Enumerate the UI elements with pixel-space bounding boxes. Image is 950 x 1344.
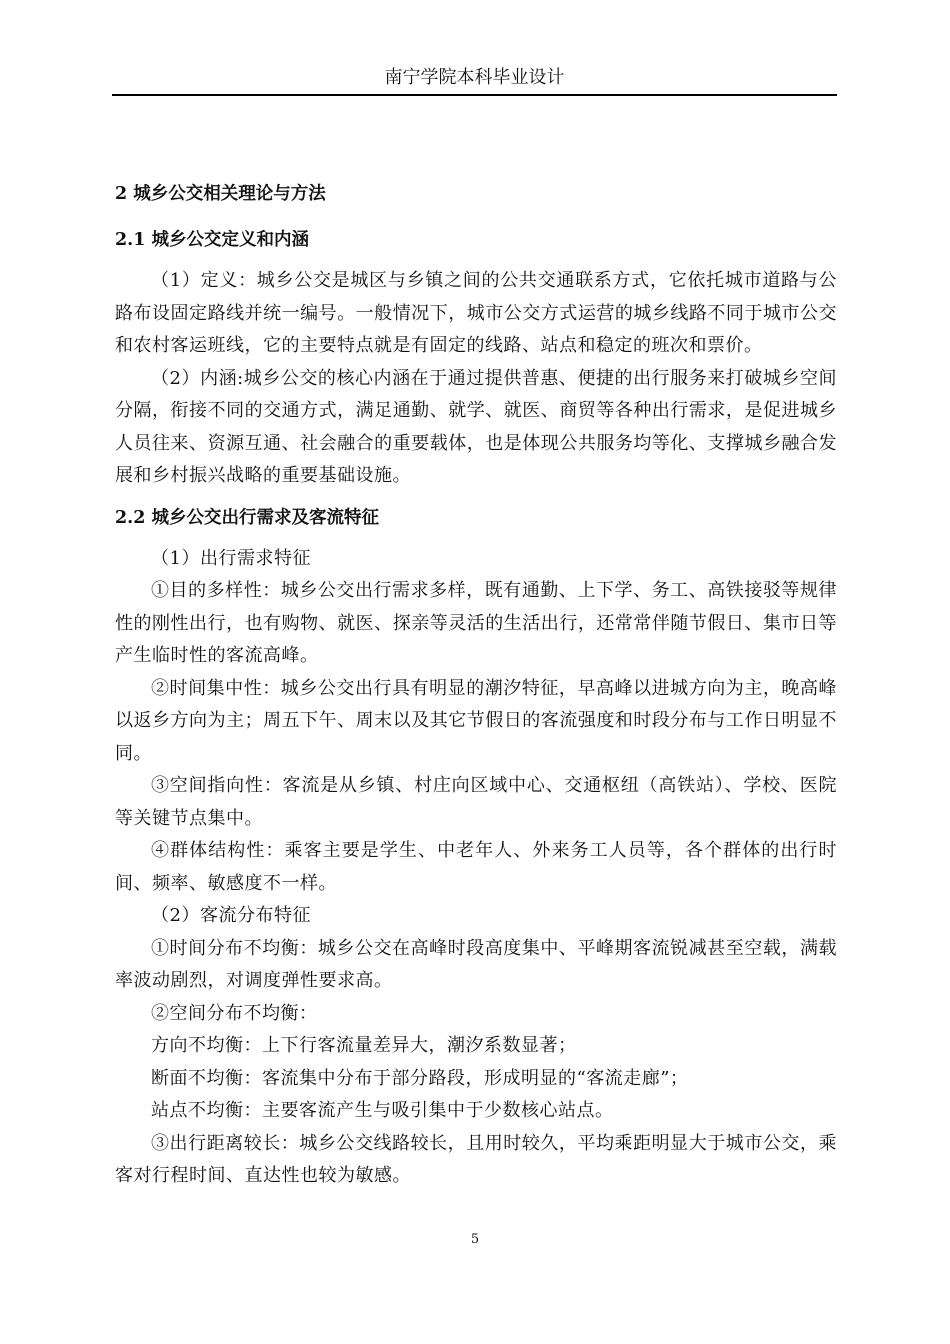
section-title: 2.1 城乡公交定义和内涵 — [115, 230, 310, 250]
paragraph: ④群体结构性：乘客主要是学生、中老年人、外来务工人员等，各个群体的出行时间、频率、敏感度不一样。 — [115, 840, 837, 894]
paragraph: ②空间分布不均衡： — [151, 1002, 318, 1024]
paragraph: ③空间指向性：客流是从乡镇、村庄向区域中心、交通枢纽（高铁站）、学校、医院等关键节点集中。 — [115, 775, 837, 829]
paragraph: ③出行距离较长：城乡公交线路较长，且用时较久，平均乘距明显大于城市公交，乘客对行程时间、直达性也较为敏感。 — [115, 1132, 837, 1186]
paragraph: ②时间集中性：城乡公交出行具有明显的潮汐特征，早高峰以进城方向为主，晚高峰以返乡方向为主；周五下午、周末以及其它节假日的客流强度和时段分布与工作日明显不同。 — [115, 677, 837, 764]
page-body — [115, 179, 837, 1193]
page-number: 5 — [470, 1232, 480, 1247]
paragraph: （1）出行需求特征 — [151, 547, 311, 569]
paragraph: 方向不均衡：上下行客流量差异大，潮汐系数显著； — [151, 1035, 577, 1056]
paragraph: （2）客流分布特征 — [151, 905, 311, 926]
paragraph: （2）内涵:城乡公交的核心内涵在于通过提供普惠、便捷的出行服务来打破城乡空间分隔，衔接不同的交通方式，满足通勤、就学、就医、商贸等各种出行需求，是促进城乡人员往来、资源互通、社会融合的重要载体，也是体现公共服务均等化、支撑城乡融合发展和乡村振兴战略的重要基础设施。 — [115, 367, 837, 486]
page-header: 南宁学院本科毕业设计 — [112, 64, 837, 96]
paragraph: ①目的多样性：城乡公交出行需求多样，既有通勤、上下学、务工、高铁接驳等规律性的刚性出行，也有购物、就医、探亲等灵活的生活出行，还常常伴随节假日、集市日等产生临时性的客流高峰。 — [115, 580, 837, 666]
section-title: 2.2 城乡公交出行需求及客流特征 — [115, 507, 380, 528]
chapter-title: 2 城乡公交相关理论与方法 — [115, 184, 326, 204]
paragraph: （1）定义：城乡公交是城区与乡镇之间的公共交通联系方式，它依托城市道路与公路布设固定路线并统一编号。一般情况下，城市公交方式运营的城乡线路不同于城市公交和农村客运班线，它的主要特点就是有固定的线路、站点和稳定的班次和票价。 — [115, 270, 837, 356]
paragraph: 断面不均衡：客流集中分布于部分路段，形成明显的“客流走廊”； — [151, 1067, 689, 1089]
paragraph: 站点不均衡：主要客流产生与吸引集中于少数核心站点。 — [151, 1100, 614, 1121]
paragraph: ①时间分布不均衡：城乡公交在高峰时段高度集中、平峰期客流锐减甚至空载，满载率波动剧烈，对调度弹性要求高。 — [115, 937, 837, 991]
